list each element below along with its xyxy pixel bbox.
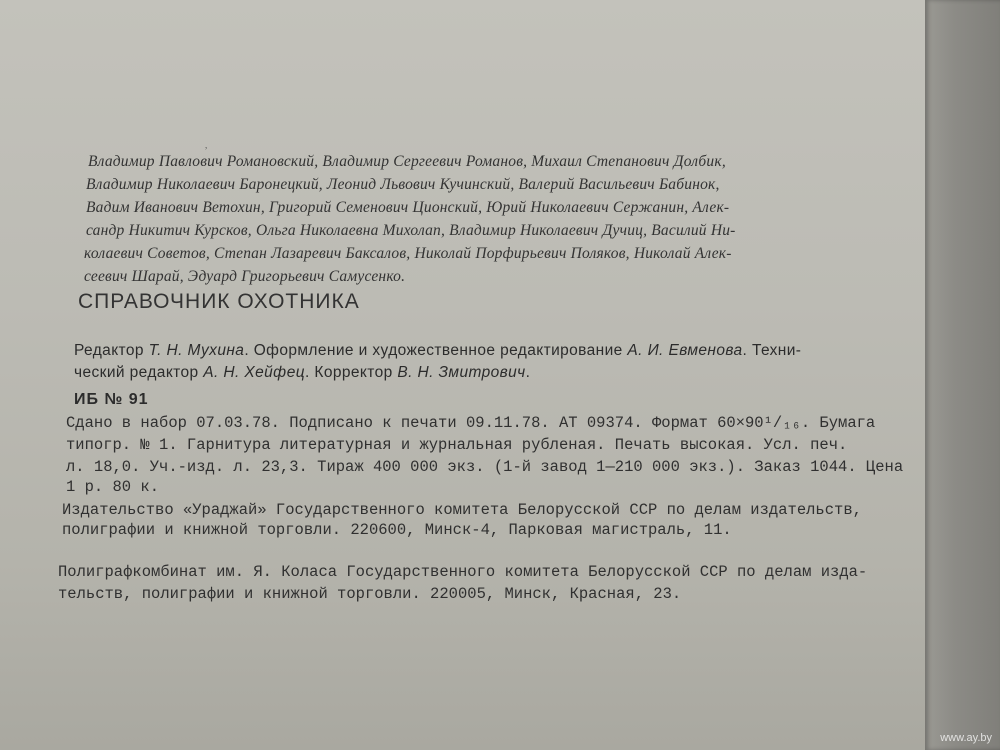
designer-name: А. И. Евменова <box>627 342 743 359</box>
book-title: СПРАВОЧНИК ОХОТНИКА <box>78 290 360 313</box>
printer-line: тельств, полиграфии и книжной торговли. 220005, Минск, Красная, 23. <box>58 585 682 603</box>
editor-name: Т. Н. Мухина <box>148 342 245 359</box>
ib-number: ИБ № 91 <box>74 391 149 408</box>
author-line: сандр Никитич Курсков, Ольга Николаевна Михолап, Владимир Николаевич Дучиц, Василий Ни- <box>86 222 736 239</box>
author-line: Вадим Иванович Ветохин, Григорий Семенович Ционский, Юрий Николаевич Сержанин, Алек- <box>86 199 730 216</box>
author-line: Владимир Павлович Романовский, Владимир Сергеевич Романов, Михаил Степанович Долбик, <box>88 153 726 170</box>
page-edge-shadow <box>925 0 1000 750</box>
author-line: сеевич Шарай, Эдуард Григорьевич Самусенко. <box>84 268 406 285</box>
publisher-line: полиграфии и книжной торговли. 220600, Минск-4, Парковая магистраль, 11. <box>62 521 732 539</box>
print-detail-line: л. 18,0. Уч.-изд. л. 23,3. Тираж 400 000 экз. (1-й завод 1—210 000 экз.). Заказ 1044. Цена <box>66 458 904 476</box>
credit-line: ческий редактор А. Н. Хейфец. Корректор В. Н. Змитрович. <box>74 364 531 381</box>
print-detail-line: типогр. № 1. Гарнитура литературная и журнальная рубленая. Печать высокая. Усл. печ. <box>66 436 848 454</box>
print-detail-line: Сдано в набор 07.03.78. Подписано к печати 09.11.78. АТ 09374. Формат 60×90¹/₁₆. Бумага <box>66 414 876 432</box>
author-line: колаевич Советов, Степан Лазаревич Баксалов, Николай Порфирьевич Поляков, Николай Алек- <box>84 245 732 262</box>
ink-speck: , <box>205 140 208 150</box>
tech-editor-name: А. Н. Хейфец <box>203 364 305 381</box>
credit-line: Редактор Т. Н. Мухина. Оформление и художественное редактирование А. И. Евменова. Техни- <box>74 342 802 359</box>
author-line: Владимир Николаевич Баронецкий, Леонид Львович Кучинский, Валерий Васильевич Бабинок, <box>86 176 720 193</box>
watermark: www.ay.by <box>940 732 992 744</box>
publisher-line: Издательство «Ураджай» Государственного комитета Белорусской ССР по делам издательств, <box>62 501 862 519</box>
print-detail-line: 1 р. 80 к. <box>66 478 160 496</box>
proofreader-name: В. Н. Змитрович <box>397 364 526 381</box>
printer-line: Полиграфкомбинат им. Я. Коласа Государственного комитета Белорусской ССР по делам изда- <box>58 563 868 581</box>
